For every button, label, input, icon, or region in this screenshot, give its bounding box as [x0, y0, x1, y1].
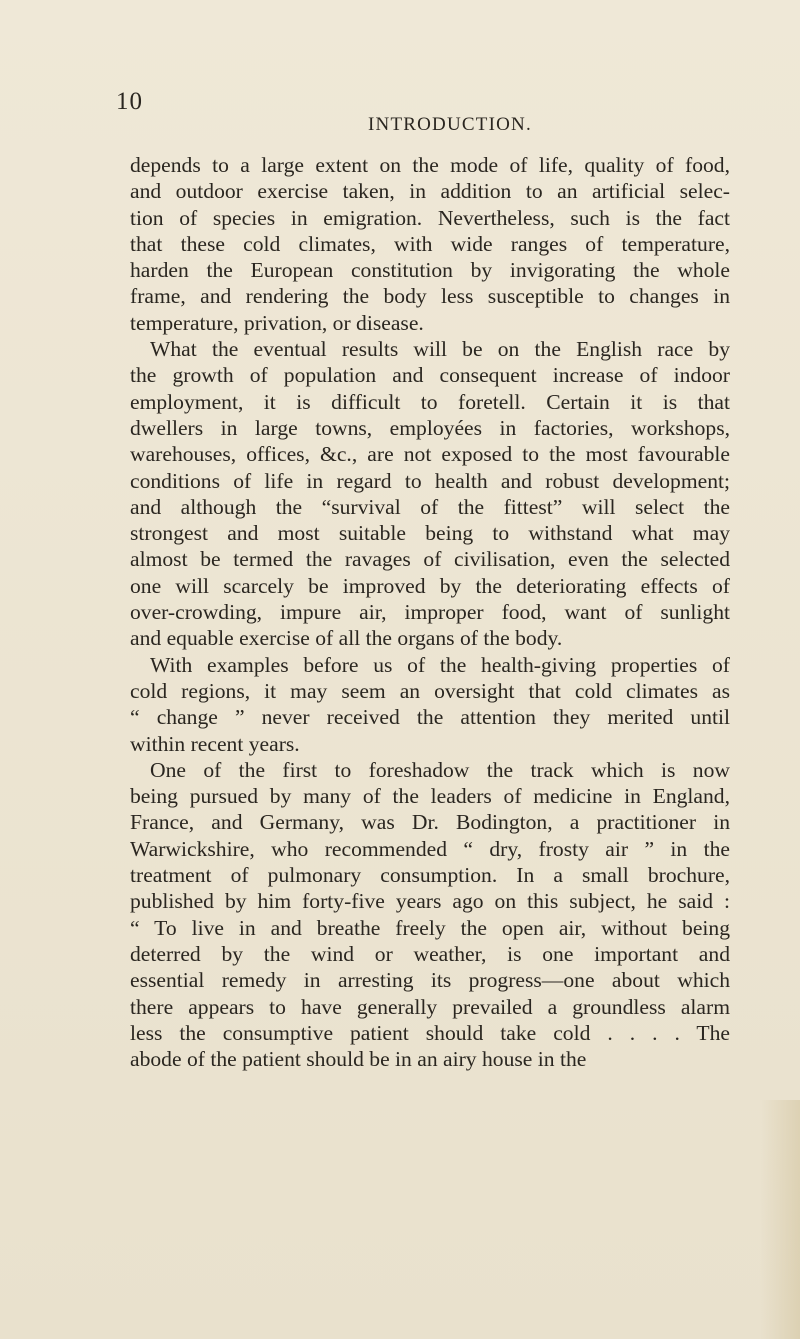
text-line: With examples before us of the health-giving properties of — [150, 652, 730, 677]
text-line: and although the “survival of the fittest” will select the — [130, 494, 730, 519]
text-line: published by him forty-five years ago on this subject, he said : — [130, 889, 730, 914]
text-line: frame, and rendering the body less susceptible to changes in — [130, 284, 730, 309]
text-line: “ To live in and breathe freely the open air, without being — [130, 915, 730, 940]
text-line: treatment of pulmonary consumption. In a small brochure, — [130, 863, 730, 888]
text-line: and equable exercise of all the organs of the body. — [130, 626, 563, 651]
text-line: Warwickshire, who recommended “ dry, frosty air ” in the — [130, 836, 730, 861]
text-line: abode of the patient should be in an airy house in the — [130, 1047, 587, 1072]
page-edge-stain — [760, 1100, 800, 1339]
text-line: that these cold climates, with wide ranges of temperature, — [130, 231, 730, 256]
text-line: What the eventual results will be on the English race by — [150, 337, 730, 362]
text-line: “ change ” never received the attention they merited until — [130, 705, 730, 730]
text-line: dwellers in large towns, employées in factories, workshops, — [130, 415, 730, 440]
text-line: essential remedy in arresting its progress—one about which — [130, 968, 730, 993]
text-line: the growth of population and consequent increase of indoor — [130, 363, 730, 388]
text-line: deterred by the wind or weather, is one important and — [130, 941, 730, 966]
text-line: cold regions, it may seem an oversight that cold climates as — [130, 678, 730, 703]
text-line: tion of species in emigration. Nevertheless, such is the fact — [130, 205, 730, 230]
text-line: One of the first to foreshadow the track which is now — [150, 757, 730, 782]
text-line: over-crowding, impure air, improper food, want of sunlight — [130, 600, 730, 625]
text-line: harden the European constitution by invigorating the whole — [130, 258, 730, 283]
text-line: France, and Germany, was Dr. Bodington, a practitioner in — [130, 810, 730, 835]
text-line: there appears to have generally prevailed a groundless alarm — [130, 994, 730, 1019]
page-number: 10 — [116, 88, 143, 115]
text-line: strongest and most suitable being to withstand what may — [130, 521, 730, 546]
running-head: INTRODUCTION. — [368, 114, 532, 135]
text-line: conditions of life in regard to health and robust development; — [130, 468, 730, 493]
text-line: and outdoor exercise taken, in addition to an artificial selec- — [130, 179, 730, 204]
text-line: almost be termed the ravages of civilisation, even the selected — [130, 547, 730, 572]
text-line: within recent years. — [130, 731, 300, 756]
text-line: depends to a large extent on the mode of life, quality of food, — [130, 153, 730, 177]
text-line: one will scarcely be improved by the deteriorating effects of — [130, 573, 730, 598]
text-line: employment, it is difficult to foretell. Certain it is that — [130, 389, 730, 414]
body-text — [130, 152, 730, 1072]
text-line: being pursued by many of the leaders of medicine in England, — [130, 784, 730, 809]
text-line: less the consumptive patient should take cold . . . . The — [130, 1020, 730, 1045]
text-line: warehouses, offices, &c., are not exposed to the most favourable — [130, 442, 730, 467]
text-line: temperature, privation, or disease. — [130, 310, 424, 335]
